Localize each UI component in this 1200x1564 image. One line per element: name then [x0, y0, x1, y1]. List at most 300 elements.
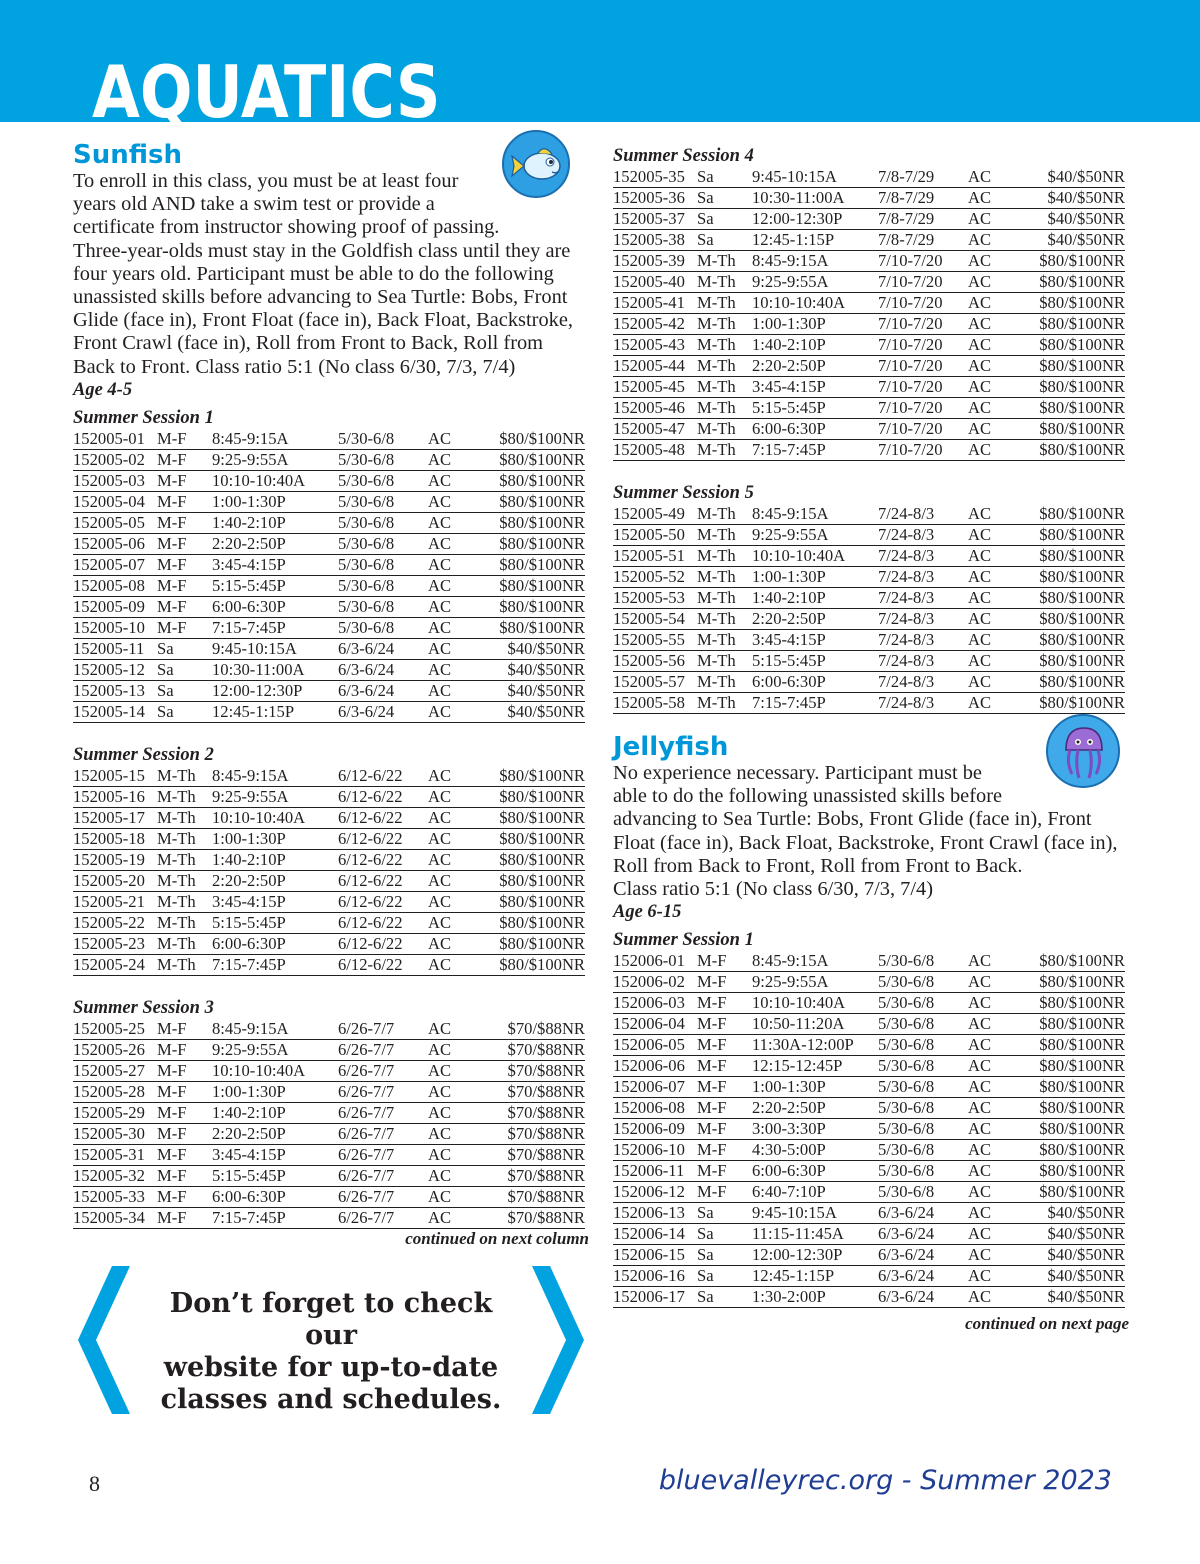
class-fee: $80/$100NR — [1028, 546, 1125, 567]
class-days: M-F — [157, 596, 212, 617]
class-fee: $80/$100NR — [488, 449, 585, 470]
class-number: 152005-47 — [613, 419, 697, 440]
class-time: 9:25-9:55A — [212, 1039, 338, 1060]
class-days: M-F — [697, 972, 752, 993]
class-time: 7:15-7:45P — [752, 693, 878, 714]
class-days: M-Th — [697, 377, 752, 398]
class-number: 152006-07 — [613, 1077, 697, 1098]
class-dates: 7/24-8/3 — [878, 693, 968, 714]
class-time: 2:20-2:50P — [212, 870, 338, 891]
class-days: M-Th — [697, 419, 752, 440]
table-row — [73, 680, 585, 701]
class-days: M-F — [697, 1035, 752, 1056]
class-location: AC — [968, 1245, 1028, 1266]
class-location: AC — [428, 1165, 488, 1186]
class-time: 3:45-4:15P — [752, 630, 878, 651]
class-fee: $80/$100NR — [1028, 993, 1125, 1014]
class-number: 152006-17 — [613, 1287, 697, 1308]
class-dates: 6/3-6/24 — [878, 1245, 968, 1266]
class-days: M-Th — [157, 766, 212, 787]
class-location: AC — [968, 1140, 1028, 1161]
class-time: 6:40-7:10P — [752, 1182, 878, 1203]
class-days: M-F — [157, 512, 212, 533]
class-dates: 6/26-7/7 — [338, 1019, 428, 1040]
class-dates: 7/24-8/3 — [878, 504, 968, 525]
class-number: 152005-40 — [613, 272, 697, 293]
class-time: 12:00-12:30P — [752, 1245, 878, 1266]
class-number: 152005-27 — [73, 1060, 157, 1081]
class-fee: $80/$100NR — [488, 828, 585, 849]
class-number: 152005-37 — [613, 209, 697, 230]
class-fee: $70/$88NR — [488, 1207, 585, 1228]
class-fee: $80/$100NR — [1028, 293, 1125, 314]
class-number: 152005-18 — [73, 828, 157, 849]
table-row — [613, 398, 1125, 419]
table-row — [613, 293, 1125, 314]
class-number: 152005-55 — [613, 630, 697, 651]
class-time: 5:15-5:45P — [212, 1165, 338, 1186]
class-time: 1:00-1:30P — [212, 828, 338, 849]
class-location: AC — [428, 554, 488, 575]
table-row — [73, 638, 585, 659]
table-row — [613, 693, 1125, 714]
class-fee: $80/$100NR — [488, 617, 585, 638]
class-location: AC — [428, 575, 488, 596]
class-dates: 6/26-7/7 — [338, 1123, 428, 1144]
class-fee: $80/$100NR — [1028, 377, 1125, 398]
class-dates: 7/24-8/3 — [878, 630, 968, 651]
class-days: M-F — [157, 1081, 212, 1102]
class-fee: $80/$100NR — [1028, 272, 1125, 293]
class-dates: 7/10-7/20 — [878, 356, 968, 377]
table-row — [613, 440, 1125, 461]
class-dates: 7/10-7/20 — [878, 419, 968, 440]
class-number: 152005-19 — [73, 849, 157, 870]
class-time: 10:30-11:00A — [212, 659, 338, 680]
class-number: 152005-32 — [73, 1165, 157, 1186]
class-fee: $40/$50NR — [488, 659, 585, 680]
table-row — [73, 554, 585, 575]
class-time: 10:10-10:40A — [212, 470, 338, 491]
table-row — [613, 951, 1125, 972]
class-location: AC — [968, 1014, 1028, 1035]
schedule-table — [613, 167, 1125, 461]
class-time: 1:40-2:10P — [212, 512, 338, 533]
footer-website: bluevalleyrec.org - Summer 2023 — [658, 1465, 1112, 1496]
class-number: 152006-12 — [613, 1182, 697, 1203]
class-dates: 5/30-6/8 — [878, 972, 968, 993]
class-fee: $80/$100NR — [488, 786, 585, 807]
class-location: AC — [428, 680, 488, 701]
class-fee: $80/$100NR — [1028, 1035, 1125, 1056]
class-fee: $80/$100NR — [488, 912, 585, 933]
class-days: M-Th — [157, 891, 212, 912]
class-fee: $40/$50NR — [1028, 1224, 1125, 1245]
class-time: 12:45-1:15P — [752, 1266, 878, 1287]
table-row — [613, 1014, 1125, 1035]
page-title: AQUATICS — [92, 50, 441, 134]
table-row — [73, 449, 585, 470]
table-row — [613, 504, 1125, 525]
class-time: 6:00-6:30P — [212, 1186, 338, 1207]
table-row — [613, 188, 1125, 209]
class-time: 1:00-1:30P — [212, 1081, 338, 1102]
class-dates: 7/10-7/20 — [878, 293, 968, 314]
class-dates: 7/24-8/3 — [878, 651, 968, 672]
class-dates: 5/30-6/8 — [878, 1182, 968, 1203]
class-fee: $80/$100NR — [488, 470, 585, 491]
class-fee: $80/$100NR — [488, 533, 585, 554]
class-location: AC — [968, 1161, 1028, 1182]
schedule-table — [73, 1019, 585, 1229]
class-time: 12:00-12:30P — [752, 209, 878, 230]
class-dates: 6/12-6/22 — [338, 954, 428, 975]
class-location: AC — [968, 1119, 1028, 1140]
class-dates: 6/26-7/7 — [338, 1102, 428, 1123]
class-fee: $80/$100NR — [488, 512, 585, 533]
class-dates: 7/24-8/3 — [878, 525, 968, 546]
class-number: 152005-21 — [73, 891, 157, 912]
class-time: 2:20-2:50P — [752, 356, 878, 377]
class-location: AC — [428, 786, 488, 807]
class-number: 152005-36 — [613, 188, 697, 209]
class-time: 3:00-3:30P — [752, 1119, 878, 1140]
class-location: AC — [428, 1039, 488, 1060]
class-dates: 7/24-8/3 — [878, 546, 968, 567]
class-time: 5:15-5:45P — [212, 575, 338, 596]
class-location: AC — [968, 651, 1028, 672]
class-number: 152005-41 — [613, 293, 697, 314]
table-row — [613, 335, 1125, 356]
class-days: M-F — [697, 951, 752, 972]
class-location: AC — [968, 419, 1028, 440]
class-fee: $80/$100NR — [488, 849, 585, 870]
class-time: 2:20-2:50P — [752, 609, 878, 630]
class-time: 6:00-6:30P — [752, 672, 878, 693]
jellyfish-description: No experience necessary. Participant must be able to do the following unassisted skills before advancing to Sea Turtle: Bobs, Front Glide (face in), Front Float (face in), Back Float, Backstroke, Front Crawl (face in), Roll from Back to Front, Roll from Front to Back. Class ratio 5:1 (No class 6/30, 7/3, 7/4) — [613, 762, 1118, 901]
class-days: Sa — [157, 701, 212, 722]
class-dates: 6/3-6/24 — [878, 1287, 968, 1308]
class-dates: 5/30-6/8 — [338, 449, 428, 470]
class-time: 1:00-1:30P — [752, 567, 878, 588]
class-number: 152005-23 — [73, 933, 157, 954]
class-time: 10:10-10:40A — [752, 293, 878, 314]
class-fee: $80/$100NR — [1028, 1119, 1125, 1140]
class-dates: 5/30-6/8 — [878, 1056, 968, 1077]
class-number: 152006-05 — [613, 1035, 697, 1056]
class-time: 12:45-1:15P — [752, 230, 878, 251]
class-dates: 6/12-6/22 — [338, 891, 428, 912]
class-fee: $80/$100NR — [488, 554, 585, 575]
class-fee: $40/$50NR — [1028, 1287, 1125, 1308]
class-number: 152005-39 — [613, 251, 697, 272]
class-time: 4:30-5:00P — [752, 1140, 878, 1161]
class-dates: 6/26-7/7 — [338, 1186, 428, 1207]
class-number: 152005-11 — [73, 638, 157, 659]
class-fee: $80/$100NR — [1028, 951, 1125, 972]
class-dates: 5/30-6/8 — [878, 951, 968, 972]
table-row — [73, 533, 585, 554]
class-days: M-F — [157, 429, 212, 450]
class-fee: $80/$100NR — [488, 891, 585, 912]
class-time: 10:10-10:40A — [752, 546, 878, 567]
class-dates: 6/3-6/24 — [338, 680, 428, 701]
class-days: M-Th — [697, 525, 752, 546]
left-bracket-icon — [78, 1266, 130, 1414]
class-dates: 5/30-6/8 — [878, 1161, 968, 1182]
continued-note: continued on next column — [405, 1228, 589, 1248]
class-number: 152005-26 — [73, 1039, 157, 1060]
table-row — [613, 525, 1125, 546]
class-number: 152005-43 — [613, 335, 697, 356]
class-days: M-Th — [697, 588, 752, 609]
class-dates: 6/12-6/22 — [338, 828, 428, 849]
class-time: 3:45-4:15P — [212, 1144, 338, 1165]
class-dates: 5/30-6/8 — [878, 1077, 968, 1098]
class-location: AC — [428, 617, 488, 638]
class-days: M-F — [157, 1123, 212, 1144]
class-dates: 6/26-7/7 — [338, 1144, 428, 1165]
table-row — [613, 1161, 1125, 1182]
class-dates: 5/30-6/8 — [878, 1014, 968, 1035]
class-time: 8:45-9:15A — [752, 951, 878, 972]
class-dates: 6/12-6/22 — [338, 933, 428, 954]
class-dates: 5/30-6/8 — [878, 1098, 968, 1119]
class-time: 8:45-9:15A — [212, 1019, 338, 1040]
class-number: 152005-12 — [73, 659, 157, 680]
class-time: 2:20-2:50P — [212, 1123, 338, 1144]
class-number: 152005-48 — [613, 440, 697, 461]
class-dates: 7/24-8/3 — [878, 672, 968, 693]
class-location: AC — [968, 272, 1028, 293]
class-time: 9:45-10:15A — [752, 1203, 878, 1224]
class-days: M-F — [157, 617, 212, 638]
class-days: M-Th — [697, 672, 752, 693]
class-time: 3:45-4:15P — [212, 554, 338, 575]
class-fee: $80/$100NR — [1028, 251, 1125, 272]
table-row — [613, 588, 1125, 609]
class-number: 152005-05 — [73, 512, 157, 533]
class-number: 152005-33 — [73, 1186, 157, 1207]
class-days: M-Th — [697, 356, 752, 377]
class-location: AC — [428, 1144, 488, 1165]
class-days: M-Th — [697, 651, 752, 672]
page-number: 8 — [89, 1471, 100, 1496]
class-dates: 6/3-6/24 — [878, 1203, 968, 1224]
class-time: 3:45-4:15P — [752, 377, 878, 398]
class-days: Sa — [697, 167, 752, 188]
table-row — [73, 1144, 585, 1165]
class-days: Sa — [157, 680, 212, 701]
class-location: AC — [428, 1019, 488, 1040]
class-days: Sa — [697, 1287, 752, 1308]
table-row — [613, 567, 1125, 588]
table-row — [613, 1077, 1125, 1098]
class-dates: 7/10-7/20 — [878, 272, 968, 293]
table-row — [613, 167, 1125, 188]
class-days: Sa — [697, 1266, 752, 1287]
class-fee: $80/$100NR — [1028, 525, 1125, 546]
class-time: 3:45-4:15P — [212, 891, 338, 912]
class-number: 152005-03 — [73, 470, 157, 491]
class-fee: $80/$100NR — [488, 766, 585, 787]
table-row — [613, 1035, 1125, 1056]
table-row — [73, 933, 585, 954]
website-callout — [78, 1266, 584, 1414]
class-fee: $80/$100NR — [1028, 314, 1125, 335]
class-dates: 7/10-7/20 — [878, 398, 968, 419]
class-time: 6:00-6:30P — [752, 1161, 878, 1182]
class-location: AC — [968, 504, 1028, 525]
table-row — [73, 596, 585, 617]
schedule-table — [73, 766, 585, 976]
class-time: 7:15-7:45P — [752, 440, 878, 461]
table-row — [73, 1123, 585, 1144]
class-location: AC — [428, 870, 488, 891]
class-number: 152006-06 — [613, 1056, 697, 1077]
class-location: AC — [968, 1098, 1028, 1119]
class-number: 152005-58 — [613, 693, 697, 714]
class-fee: $80/$100NR — [1028, 356, 1125, 377]
class-location: AC — [968, 167, 1028, 188]
jellyfish-icon — [1046, 714, 1120, 788]
class-number: 152005-15 — [73, 766, 157, 787]
class-fee: $80/$100NR — [1028, 651, 1125, 672]
class-fee: $80/$100NR — [488, 575, 585, 596]
class-location: AC — [968, 335, 1028, 356]
class-fee: $80/$100NR — [1028, 1182, 1125, 1203]
class-location: AC — [428, 429, 488, 450]
class-number: 152005-31 — [73, 1144, 157, 1165]
class-time: 8:45-9:15A — [752, 251, 878, 272]
table-row — [613, 546, 1125, 567]
class-days: M-F — [697, 993, 752, 1014]
class-number: 152006-03 — [613, 993, 697, 1014]
class-number: 152005-24 — [73, 954, 157, 975]
class-time: 10:10-10:40A — [752, 993, 878, 1014]
class-number: 152005-10 — [73, 617, 157, 638]
class-number: 152006-11 — [613, 1161, 697, 1182]
table-row — [73, 1081, 585, 1102]
table-row — [73, 954, 585, 975]
class-time: 12:45-1:15P — [212, 701, 338, 722]
class-dates: 5/30-6/8 — [338, 533, 428, 554]
table-row — [613, 1245, 1125, 1266]
class-number: 152006-14 — [613, 1224, 697, 1245]
class-location: AC — [428, 491, 488, 512]
table-row — [613, 993, 1125, 1014]
class-fee: $80/$100NR — [1028, 1014, 1125, 1035]
class-number: 152005-13 — [73, 680, 157, 701]
session-title: Summer Session 1 — [73, 407, 214, 428]
class-fee: $70/$88NR — [488, 1102, 585, 1123]
class-location: AC — [968, 440, 1028, 461]
class-time: 9:25-9:55A — [752, 272, 878, 293]
class-days: M-F — [697, 1098, 752, 1119]
class-dates: 7/10-7/20 — [878, 440, 968, 461]
class-location: AC — [428, 596, 488, 617]
class-dates: 6/26-7/7 — [338, 1081, 428, 1102]
class-dates: 6/12-6/22 — [338, 807, 428, 828]
table-row — [613, 651, 1125, 672]
class-fee: $80/$100NR — [488, 596, 585, 617]
class-location: AC — [428, 933, 488, 954]
table-row — [73, 786, 585, 807]
class-time: 10:30-11:00A — [752, 188, 878, 209]
class-location: AC — [968, 972, 1028, 993]
class-location: AC — [428, 659, 488, 680]
class-days: M-F — [697, 1056, 752, 1077]
jellyfish-title: Jellyfish — [613, 732, 729, 762]
class-days: M-Th — [697, 504, 752, 525]
class-days: M-F — [697, 1077, 752, 1098]
class-days: M-F — [157, 575, 212, 596]
class-location: AC — [968, 525, 1028, 546]
class-dates: 7/8-7/29 — [878, 167, 968, 188]
class-location: AC — [428, 766, 488, 787]
class-number: 152006-09 — [613, 1119, 697, 1140]
class-location: AC — [428, 1081, 488, 1102]
class-location: AC — [968, 1203, 1028, 1224]
class-time: 9:45-10:15A — [212, 638, 338, 659]
table-row — [613, 377, 1125, 398]
class-number: 152005-57 — [613, 672, 697, 693]
class-dates: 6/3-6/24 — [878, 1266, 968, 1287]
class-days: M-Th — [697, 314, 752, 335]
table-row — [73, 429, 585, 450]
class-time: 1:00-1:30P — [752, 314, 878, 335]
table-row — [613, 630, 1125, 651]
class-location: AC — [428, 891, 488, 912]
table-row — [73, 1165, 585, 1186]
class-location: AC — [968, 546, 1028, 567]
class-days: M-Th — [697, 272, 752, 293]
class-location: AC — [428, 1207, 488, 1228]
class-days: M-Th — [697, 251, 752, 272]
class-time: 6:00-6:30P — [752, 419, 878, 440]
class-dates: 7/8-7/29 — [878, 188, 968, 209]
class-location: AC — [968, 1182, 1028, 1203]
class-dates: 5/30-6/8 — [338, 429, 428, 450]
table-row — [73, 828, 585, 849]
class-dates: 5/30-6/8 — [878, 1119, 968, 1140]
class-fee: $40/$50NR — [1028, 1266, 1125, 1287]
class-days: M-Th — [157, 828, 212, 849]
class-fee: $80/$100NR — [1028, 440, 1125, 461]
class-days: M-F — [157, 533, 212, 554]
class-number: 152005-16 — [73, 786, 157, 807]
class-location: AC — [968, 356, 1028, 377]
class-days: M-Th — [697, 335, 752, 356]
class-number: 152005-34 — [73, 1207, 157, 1228]
class-days: M-Th — [157, 954, 212, 975]
class-location: AC — [968, 188, 1028, 209]
table-row — [613, 1224, 1125, 1245]
class-number: 152005-04 — [73, 491, 157, 512]
class-location: AC — [428, 701, 488, 722]
class-time: 8:45-9:15A — [752, 504, 878, 525]
class-time: 5:15-5:45P — [212, 912, 338, 933]
class-fee: $40/$50NR — [1028, 167, 1125, 188]
class-fee: $70/$88NR — [488, 1060, 585, 1081]
table-row — [613, 1182, 1125, 1203]
table-row — [613, 1140, 1125, 1161]
class-location: AC — [968, 377, 1028, 398]
class-location: AC — [968, 951, 1028, 972]
table-row — [613, 1119, 1125, 1140]
callout-text: Don’t forget to check our website for up-to-date classes and schedules. — [160, 1288, 502, 1415]
class-number: 152006-01 — [613, 951, 697, 972]
